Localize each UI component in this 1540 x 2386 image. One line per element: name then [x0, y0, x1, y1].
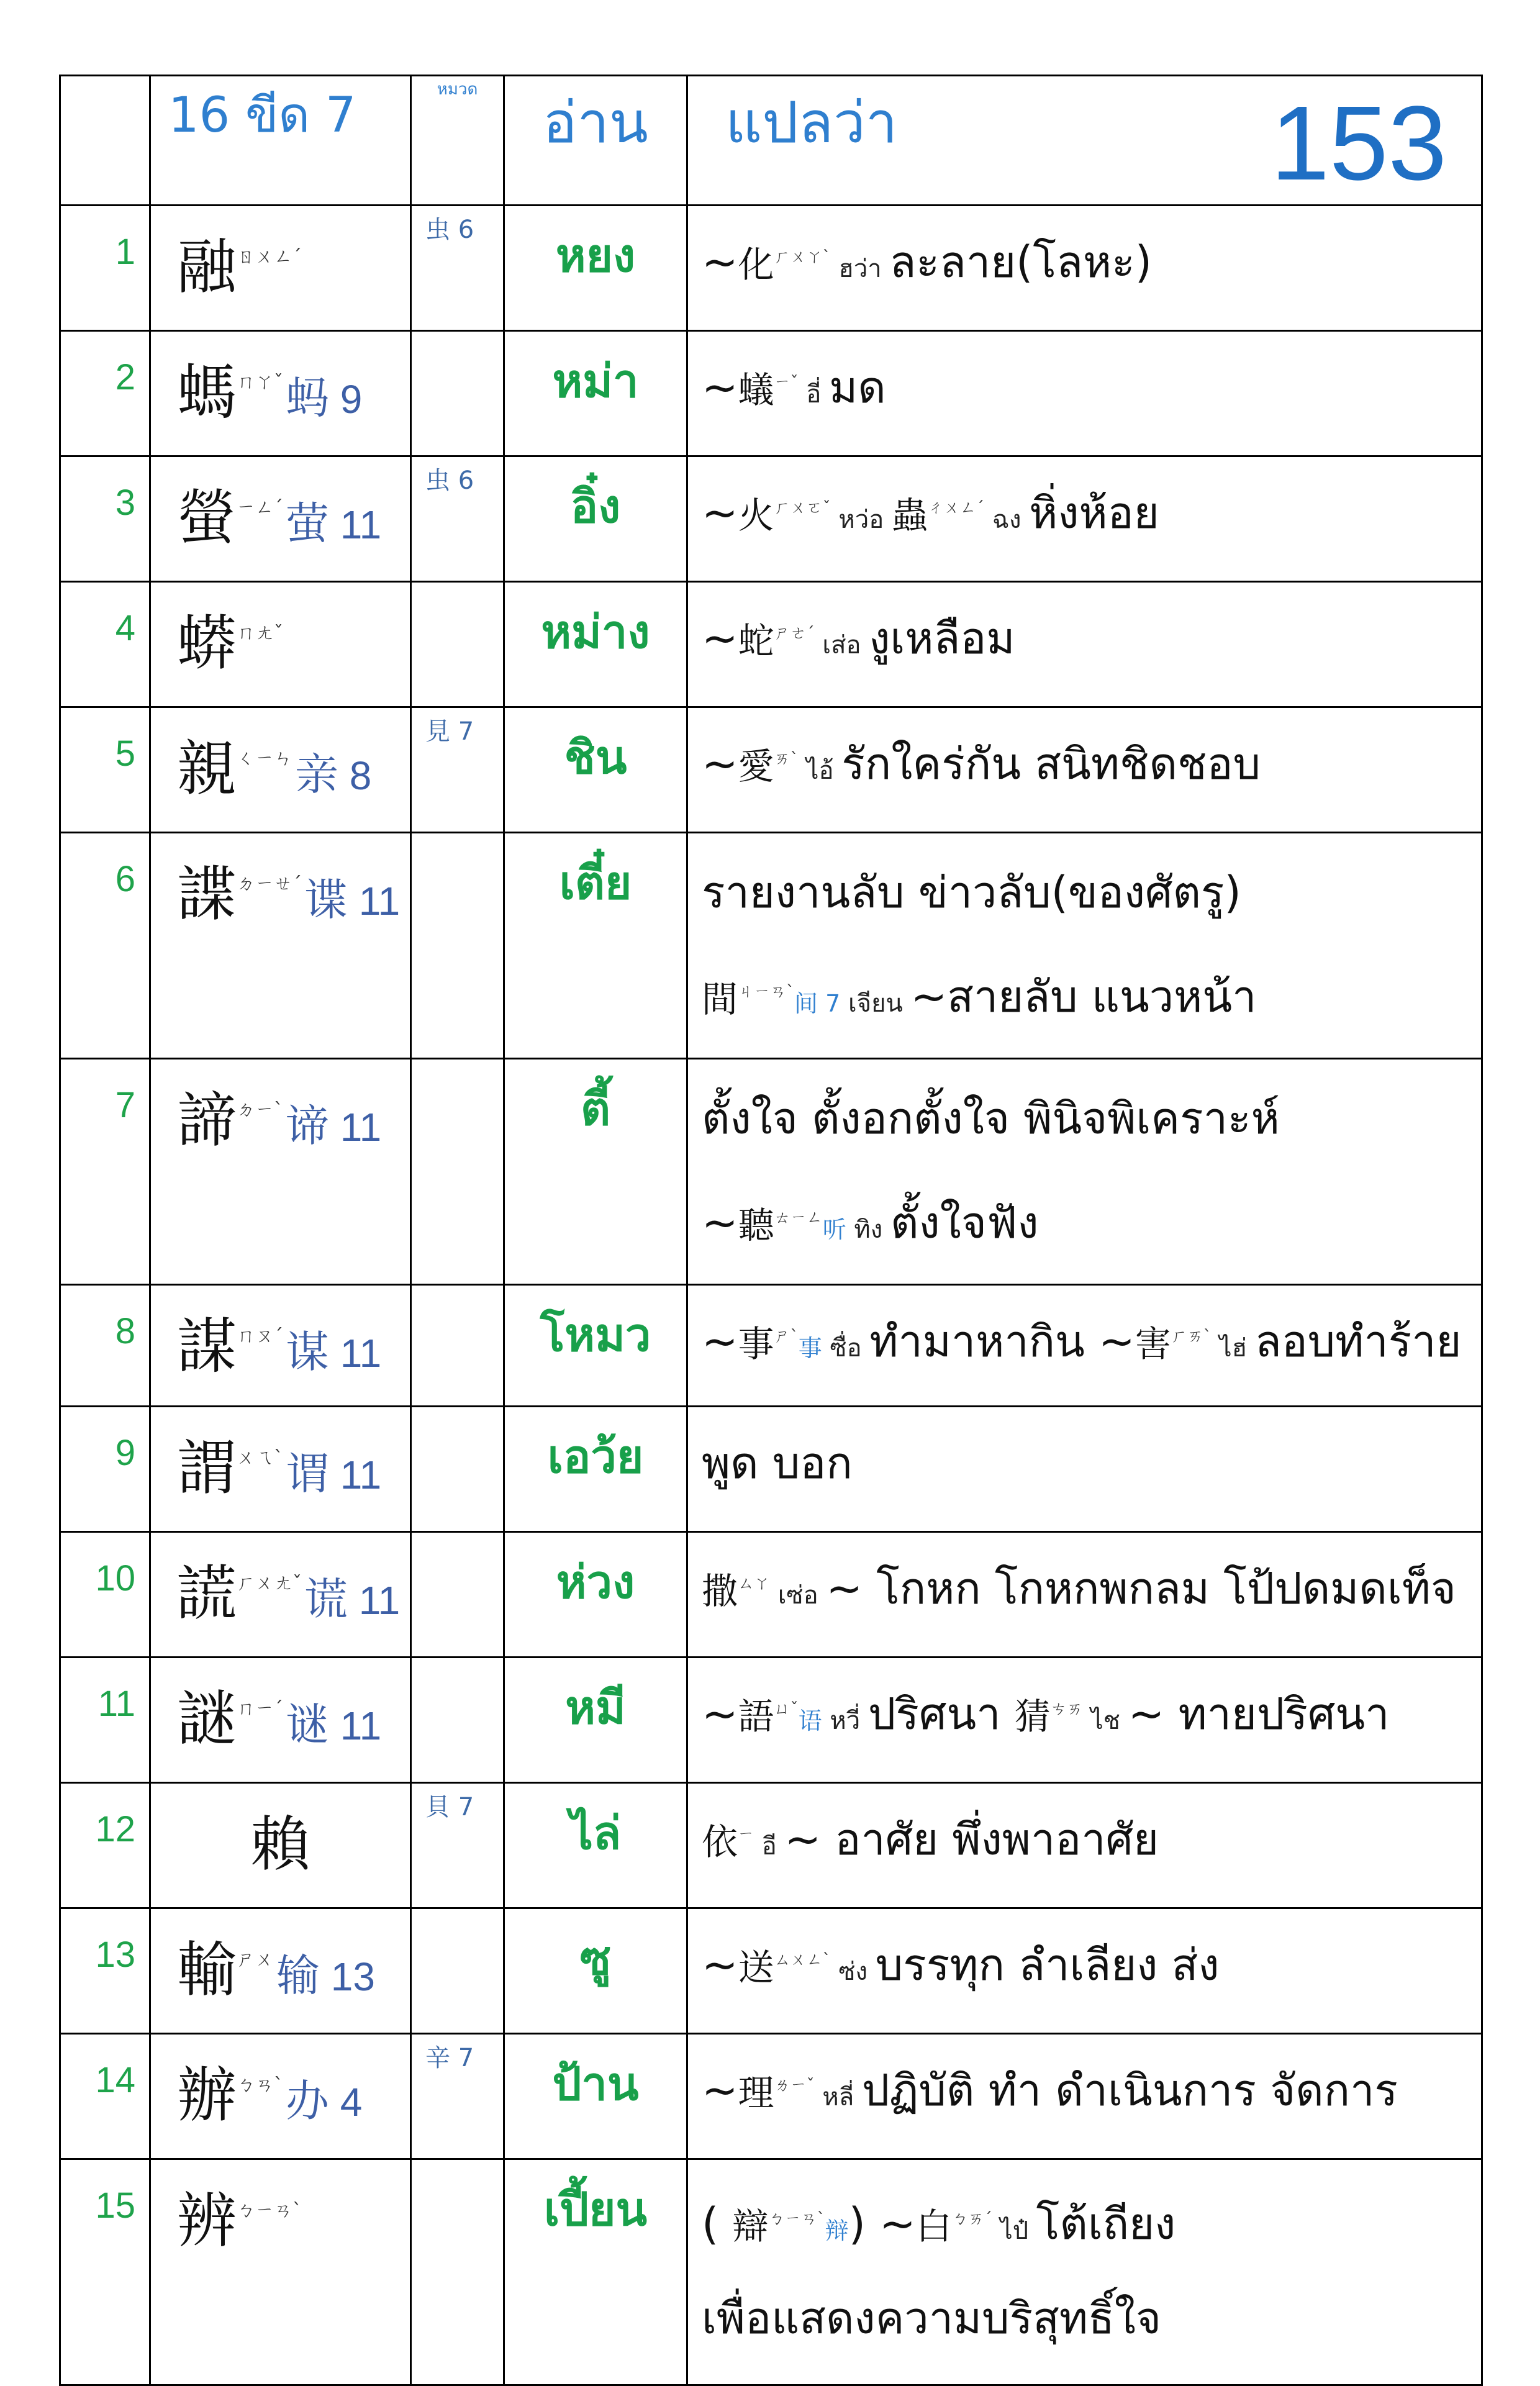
meaning-text: รักใคร่กัน สนิทชิดชอบ	[841, 738, 1261, 789]
row-number: 11	[60, 1658, 150, 1783]
table-row	[60, 1783, 1482, 1908]
reading-cell: เตี๋ย	[504, 833, 687, 1059]
simplified-stroke-count: 11	[348, 1578, 401, 1623]
meaning-hanzi: 愛	[738, 745, 774, 787]
meaning-hanzi: 蟻	[738, 369, 774, 411]
header-radical: หมวด	[411, 76, 504, 206]
table-row	[60, 1407, 1482, 1532]
meaning-text: ~	[702, 1197, 738, 1248]
meaning-cell	[687, 582, 1482, 707]
row-number: 13	[60, 1908, 150, 2034]
simplified-stroke-count: 11	[329, 1331, 382, 1376]
character-zhuyin: ㄑㄧㄣ	[237, 748, 292, 769]
meaning-text: รายงานลับ ข่าวลับ(ของศัตรู)	[702, 867, 1241, 918]
character-cell	[150, 1285, 411, 1407]
meaning-line	[702, 476, 1481, 539]
radical-cell	[411, 2159, 504, 2385]
radical-cell: 虫 6	[411, 206, 504, 331]
meaning-text: ละลาย(โลหะ)	[889, 237, 1153, 288]
meaning-pinyin-thai: เซ่อ	[770, 1581, 827, 1610]
radical-cell	[411, 1059, 504, 1285]
meaning-pinyin-thai: ซ่ง	[830, 1957, 876, 1986]
meaning-pinyin-thai: หวี่	[822, 1707, 868, 1735]
header-number-cell	[60, 76, 150, 206]
simplified-stroke-count: 11	[329, 1105, 382, 1150]
character-zhuyin: ㄇㄤˇ	[237, 622, 283, 644]
meaning-hanzi: 辯	[732, 2205, 769, 2248]
meaning-line	[702, 1928, 1481, 1991]
meaning-zhuyin: ㄘㄞ	[1050, 1700, 1083, 1718]
meaning-cell	[687, 1658, 1482, 1783]
simplified-stroke-count: 4	[329, 2080, 363, 2125]
traditional-character: 辨	[177, 2186, 237, 2256]
reading-cell: หม่า	[504, 331, 687, 456]
character-cell	[150, 1059, 411, 1285]
meaning-pinyin-thai: หลี่	[814, 2083, 862, 2112]
radical-cell	[411, 1407, 504, 1532]
simplified-character: 蚂	[286, 373, 329, 424]
radical-cell	[411, 331, 504, 456]
meaning-text: ตั้งใจฟัง	[890, 1197, 1039, 1248]
meaning-hanzi: 猜	[1014, 1695, 1051, 1738]
meaning-zhuyin: ㄅㄧㄢˋ	[768, 2210, 825, 2228]
meaning-hanzi: 事	[738, 1323, 774, 1365]
simplified-stroke-count: 11	[329, 1453, 382, 1497]
meaning-text: หิ่งห้อย	[1029, 488, 1159, 538]
header-row	[60, 76, 1482, 206]
character-zhuyin: ㄇㄡˊ	[237, 1325, 283, 1347]
meaning-line	[702, 350, 1481, 414]
meaning-text: ~	[702, 738, 738, 789]
meaning-pinyin-thai: ทิง	[846, 1215, 891, 1244]
row-number: 15	[60, 2159, 150, 2385]
meaning-text: ~สายลับ แนวหน้า	[910, 971, 1257, 1022]
header-meaning: แปลว่า	[725, 89, 898, 156]
simplified-stroke-count: 11	[348, 879, 401, 923]
meaning-line	[702, 225, 1481, 288]
meaning-pinyin-thai: เส่อ	[814, 631, 869, 660]
dictionary-table	[59, 75, 1483, 2386]
meaning-cell	[687, 1908, 1482, 2034]
reading-cell: ซู	[504, 1908, 687, 2034]
meaning-text: เพื่อแสดงความบริสุทธิ์ใจ	[702, 2293, 1161, 2344]
radical-cell: 辛 7	[411, 2034, 504, 2159]
meaning-text: ลอบทำร้าย	[1254, 1316, 1462, 1367]
radical-cell: 見 7	[411, 707, 504, 833]
meaning-zhuyin: ㄊㄧㄥ	[774, 1209, 823, 1227]
meaning-zhuyin: ㄏㄨㄛˇ	[774, 499, 831, 517]
radical-cell	[411, 1532, 504, 1658]
simplified-character: 萤	[286, 498, 329, 549]
traditional-character: 親	[177, 734, 237, 804]
traditional-character: 諦	[177, 1086, 237, 1155]
simplified-character: 谋	[286, 1327, 329, 1377]
character-cell	[150, 1783, 411, 1908]
meaning-line	[702, 1426, 1481, 1489]
meaning-text: ตั้งใจ ตั้งอกตั้งใจ พินิจพิเคราะห์	[702, 1093, 1280, 1144]
traditional-character: 諜	[177, 860, 237, 929]
page-number: 153	[1270, 84, 1447, 202]
radical-cell	[411, 582, 504, 707]
meaning-pinyin-thai: ฮว่า	[830, 255, 890, 283]
meaning-line	[702, 1802, 1481, 1866]
row-number: 2	[60, 331, 150, 456]
meaning-text: โต้เถียง	[1036, 2198, 1176, 2249]
traditional-character: 謂	[177, 1433, 237, 1503]
meaning-zhuyin: ㄧˇ	[774, 373, 799, 392]
meaning-text: ~	[702, 362, 738, 413]
meaning-zhuyin: ㄅㄞˊ	[951, 2210, 992, 2228]
reading-cell: ตี้	[504, 1059, 687, 1285]
meaning-zhuyin: ㄧ	[738, 1825, 754, 1844]
reading-cell: ห่วง	[504, 1532, 687, 1658]
meaning-pinyin-thai: เจียน	[840, 989, 911, 1018]
character-cell	[150, 2034, 411, 2159]
simplified-stroke-count: 9	[329, 377, 363, 422]
meaning-text: ~	[702, 2065, 738, 2116]
meaning-line	[702, 1078, 1481, 1177]
row-number: 1	[60, 206, 150, 331]
table-row	[60, 206, 1482, 331]
meaning-pinyin-thai: ไช	[1082, 1707, 1128, 1735]
meaning-cell	[687, 456, 1482, 582]
simplified-character: 谛	[286, 1100, 329, 1151]
meaning-pinyin-thai: ไป๋	[992, 2216, 1036, 2245]
meaning-line	[702, 1177, 1481, 1277]
meaning-pinyin-thai: ฉง	[984, 506, 1030, 534]
table-row	[60, 2034, 1482, 2159]
meaning-hanzi: 化	[738, 243, 774, 286]
meaning-zhuyin: ㄕㄜˊ	[774, 624, 815, 643]
reading-cell: ป้าน	[504, 2034, 687, 2159]
meaning-cell	[687, 1407, 1482, 1532]
meaning-text: มด	[829, 362, 886, 413]
character-zhuyin: ㄅㄧㄢˋ	[237, 2200, 302, 2221]
character-zhuyin: ㄇㄧˊ	[237, 1698, 283, 1720]
meaning-line	[702, 1677, 1481, 1740]
traditional-character: 賴	[250, 1810, 310, 1879]
traditional-character: 辦	[177, 2061, 237, 2130]
meaning-hanzi: 語	[738, 1695, 774, 1738]
character-zhuyin: ㄅㄢˋ	[237, 2074, 283, 2096]
meaning-text: ปฏิบัติ ทำ ดำเนินการ จัดการ	[862, 2065, 1398, 2116]
meaning-zhuyin: ㄌㄧˇ	[774, 2076, 815, 2095]
traditional-character: 謎	[177, 1684, 237, 1754]
meaning-hanzi: 白	[915, 2205, 952, 2248]
character-zhuyin: ㄖㄨㄥˊ	[237, 246, 302, 268]
character-cell	[150, 1658, 411, 1783]
meaning-zhuyin: ㄔㄨㄥˊ	[927, 499, 984, 517]
simplified-stroke-count: 11	[329, 502, 382, 547]
simplified-stroke-count: 8	[338, 753, 372, 798]
meaning-text: ~	[702, 613, 738, 664]
meaning-text: ~ โกหก โกหกพกลม โป้ปดมดเท็จ	[826, 1563, 1456, 1614]
simplified-character: 办	[286, 2075, 329, 2126]
table-row	[60, 1658, 1482, 1783]
meaning-zhuyin: ㄙㄚ	[738, 1574, 771, 1593]
character-zhuyin: ㄕㄨ	[237, 1949, 274, 1971]
table-row	[60, 331, 1482, 456]
row-number: 10	[60, 1532, 150, 1658]
meaning-text: ~	[702, 1316, 738, 1367]
reading-cell: หมี	[504, 1658, 687, 1783]
header-reading: อ่าน	[504, 76, 687, 206]
character-zhuyin: ㄉㄧㄝˊ	[237, 873, 302, 895]
character-cell	[150, 707, 411, 833]
character-zhuyin: ㄨㄟˋ	[237, 1447, 283, 1469]
meaning-simplified: 听	[822, 1216, 846, 1243]
character-cell	[150, 582, 411, 707]
meaning-line	[702, 2278, 1481, 2377]
simplified-stroke-count: 11	[329, 1703, 382, 1748]
meaning-simplified: 辩	[825, 2217, 849, 2244]
table-row	[60, 833, 1482, 1059]
meaning-hanzi: 害	[1135, 1323, 1171, 1365]
meaning-cell	[687, 833, 1482, 1059]
meaning-hanzi: 間	[702, 978, 738, 1020]
meaning-cell	[687, 1059, 1482, 1285]
meaning-pinyin-thai: ไฮ่	[1211, 1334, 1255, 1363]
character-cell	[150, 331, 411, 456]
meaning-line	[702, 727, 1481, 790]
simplified-character: 谍	[304, 874, 348, 925]
traditional-character: 輸	[177, 1935, 237, 2005]
simplified-character: 谎	[304, 1574, 348, 1625]
meaning-cell	[687, 2034, 1482, 2159]
table-row	[60, 707, 1482, 833]
meaning-cell	[687, 1532, 1482, 1658]
meaning-line	[702, 2053, 1481, 2116]
row-number: 12	[60, 1783, 150, 1908]
meaning-pinyin-thai: หว่อ	[830, 506, 892, 534]
meaning-cell	[687, 2159, 1482, 2385]
meaning-text: ~ อาศัย พึ่งพาอาศัย	[784, 1814, 1159, 1865]
meaning-cell	[687, 1285, 1482, 1407]
meaning-zhuyin: ㄙㄨㄥˋ	[774, 1951, 831, 1969]
reading-cell: หยง	[504, 206, 687, 331]
meaning-hanzi: 送	[738, 1946, 774, 1989]
row-number: 7	[60, 1059, 150, 1285]
table-row	[60, 1532, 1482, 1658]
simplified-stroke-count: 13	[320, 1954, 375, 1999]
row-number: 6	[60, 833, 150, 1059]
character-cell	[150, 1407, 411, 1532]
meaning-hanzi: 蟲	[891, 494, 928, 537]
meaning-hanzi: 理	[738, 2072, 774, 2114]
table-row	[60, 1285, 1482, 1407]
character-zhuyin: ㄧㄥˊ	[237, 497, 283, 519]
meaning-zhuyin: ㄩˇ	[774, 1700, 799, 1718]
traditional-character: 謀	[177, 1312, 237, 1381]
meaning-zhuyin: ㄏㄞˋ	[1171, 1327, 1212, 1346]
reading-cell: ไล่	[504, 1783, 687, 1908]
meaning-simplified: 间 7	[794, 990, 841, 1017]
character-zhuyin: ㄏㄨㄤˇ	[237, 1572, 302, 1594]
row-number: 14	[60, 2034, 150, 2159]
meaning-cell	[687, 707, 1482, 833]
radical-cell: 貝 7	[411, 1783, 504, 1908]
meaning-text: ปริศนา	[867, 1689, 1015, 1740]
radical-cell	[411, 1285, 504, 1407]
meaning-text: ~ ทายปริศนา	[1128, 1689, 1390, 1740]
character-cell	[150, 2159, 411, 2385]
meaning-text: ทำมาหากิน ~	[869, 1316, 1135, 1367]
meaning-line	[702, 1551, 1481, 1615]
radical-cell	[411, 833, 504, 1059]
row-number: 9	[60, 1407, 150, 1532]
meaning-text: พูด บอก	[702, 1438, 853, 1489]
character-cell	[150, 1908, 411, 2034]
meaning-text: ~	[702, 488, 738, 538]
reading-cell: โหมว	[504, 1285, 687, 1407]
radical-cell	[411, 1658, 504, 1783]
meaning-hanzi: 蛇	[738, 620, 774, 662]
simplified-character: 谓	[286, 1448, 329, 1499]
traditional-character: 謊	[177, 1559, 237, 1628]
row-number: 3	[60, 456, 150, 582]
meaning-simplified: 语	[798, 1707, 822, 1735]
table-row	[60, 2159, 1482, 2385]
traditional-character: 融	[177, 232, 237, 302]
meaning-hanzi: 火	[738, 494, 774, 537]
meaning-zhuyin: ㄏㄨㄚˋ	[774, 248, 831, 266]
meaning-zhuyin: ㄞˋ	[774, 750, 799, 768]
reading-cell: เอว้ย	[504, 1407, 687, 1532]
meaning-text: ~	[702, 237, 738, 288]
reading-cell: เปี้ยน	[504, 2159, 687, 2385]
row-number: 8	[60, 1285, 150, 1407]
simplified-character: 谜	[286, 1699, 329, 1750]
character-zhuyin: ㄇㄚˇ	[237, 371, 283, 393]
meaning-pinyin-thai: อี่	[798, 380, 830, 409]
simplified-character: 输	[276, 1950, 320, 2001]
reading-cell: ชิน	[504, 707, 687, 833]
meaning-line	[702, 951, 1481, 1051]
character-cell	[150, 456, 411, 582]
meaning-cell	[687, 1783, 1482, 1908]
meaning-text: งูเหลือม	[869, 613, 1015, 664]
table-row	[60, 582, 1482, 707]
header-strokes: 16 ขีด 7	[150, 76, 411, 206]
reading-cell: อิ๋ง	[504, 456, 687, 582]
meaning-text: ) ~	[848, 2198, 916, 2249]
table-row	[60, 1059, 1482, 1285]
row-number: 5	[60, 707, 150, 833]
traditional-character: 蟒	[177, 609, 237, 678]
simplified-character: 亲	[295, 749, 338, 800]
reading-cell: หม่าง	[504, 582, 687, 707]
meaning-hanzi: 聽	[738, 1204, 774, 1246]
meaning-line	[702, 852, 1481, 951]
table-row	[60, 1908, 1482, 2034]
meaning-text: ~	[702, 1939, 738, 1990]
meaning-zhuyin: ㄕˋ	[774, 1327, 799, 1346]
traditional-character: 螢	[177, 483, 237, 553]
meaning-cell	[687, 206, 1482, 331]
meaning-pinyin-thai: อี	[754, 1832, 785, 1861]
meaning-line	[702, 601, 1481, 665]
radical-cell	[411, 1908, 504, 2034]
character-cell	[150, 833, 411, 1059]
meaning-zhuyin: ㄐㄧㄢˋ	[738, 982, 795, 1001]
meaning-text: บรรทุก ลำเลียง ส่ง	[875, 1939, 1220, 1990]
meaning-line	[702, 1304, 1481, 1368]
meaning-hanzi: 撒	[702, 1570, 738, 1612]
table-row	[60, 456, 1482, 582]
radical-cell: 虫 6	[411, 456, 504, 582]
meaning-text: (	[702, 2198, 733, 2249]
meaning-pinyin-thai: ไอ้	[798, 756, 842, 785]
character-zhuyin: ㄉㄧˋ	[237, 1099, 283, 1121]
row-number: 4	[60, 582, 150, 707]
header-meaning-cell	[687, 76, 1482, 206]
meaning-line	[702, 2179, 1481, 2278]
meaning-cell	[687, 331, 1482, 456]
meaning-simplified: 事	[798, 1335, 822, 1362]
meaning-hanzi: 依	[702, 1821, 738, 1863]
traditional-character: 螞	[177, 358, 237, 427]
meaning-text: ~	[702, 1689, 738, 1740]
character-cell	[150, 1532, 411, 1658]
character-cell	[150, 206, 411, 331]
meaning-pinyin-thai: ซื่อ	[822, 1334, 870, 1363]
